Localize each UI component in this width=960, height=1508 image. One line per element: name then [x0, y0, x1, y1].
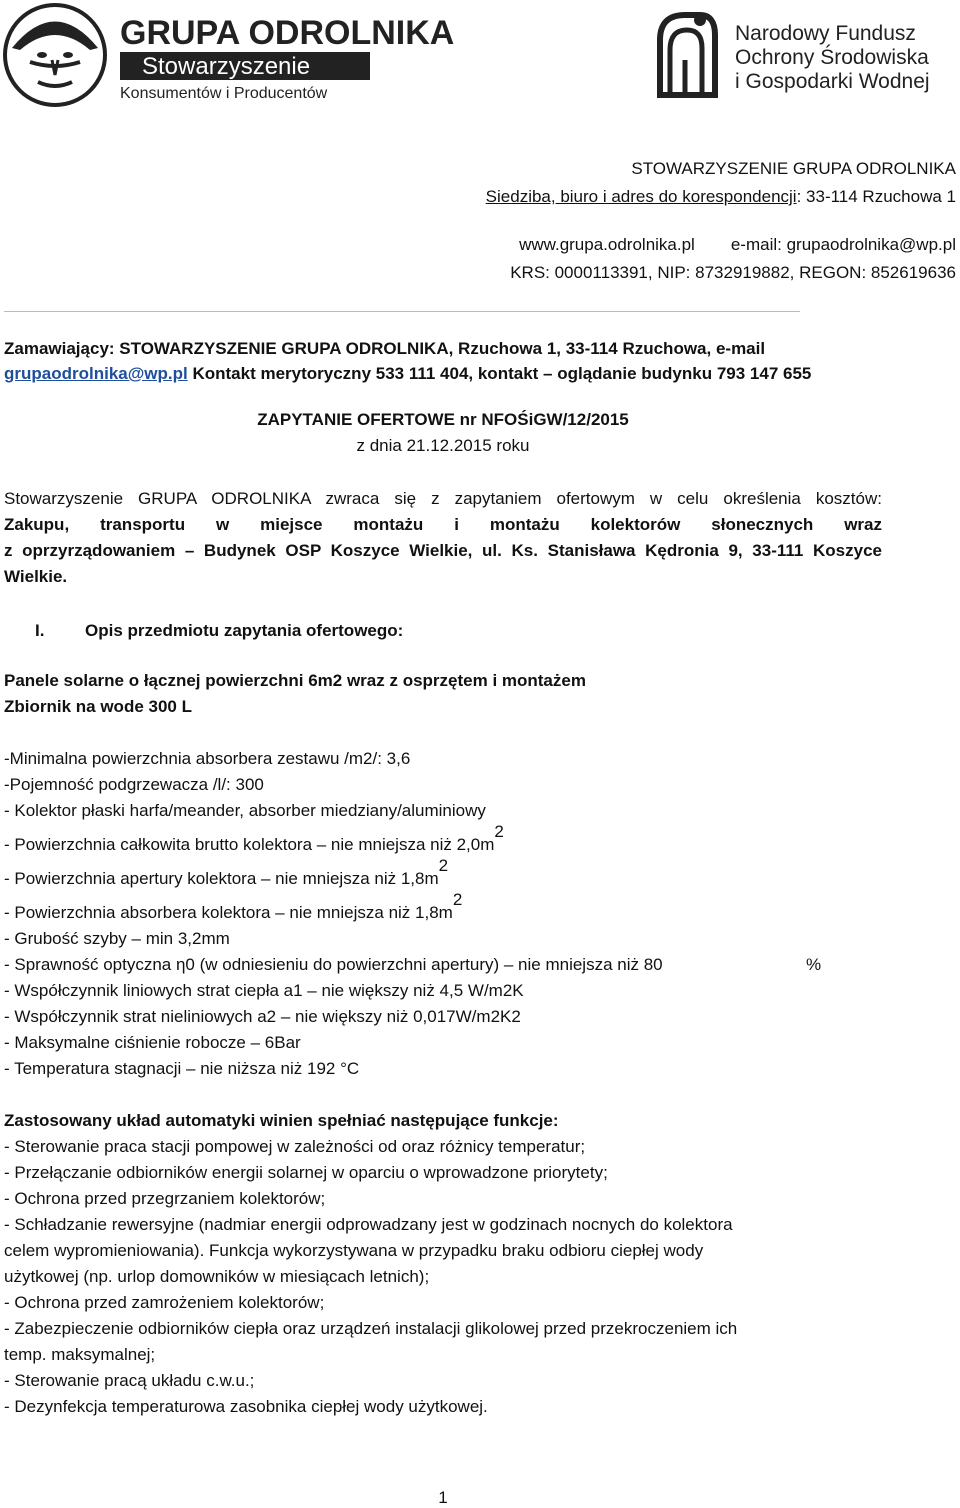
intro-line4: Wielkie.	[4, 567, 68, 586]
superscript: 2	[452, 890, 463, 909]
automation-item: celem wypromieniowania). Funkcja wykorzystywana w przypadku braku odbioru ciepłej wody	[4, 1241, 704, 1260]
spec-item: - Współczynnik strat nieliniowych a2 – nie większy niż 0,017W/m2K2	[4, 1007, 521, 1026]
org-name: STOWARZYSZENIE GRUPA ODROLNIKA	[631, 159, 956, 178]
automation-heading: Zastosowany układ automatyki winien spełniać następujące funkcje:	[4, 1111, 559, 1130]
document-title: ZAPYTANIE OFERTOWE nr NFOŚiGW/12/2015	[257, 410, 629, 429]
spec-unit: %	[806, 955, 822, 974]
document-date	[0, 435, 886, 457]
spec-item	[4, 954, 904, 976]
superscript: 2	[494, 822, 504, 841]
spec-item: - Kolektor płaski harfa/meander, absorber miedziany/aluminiowy	[4, 801, 486, 820]
automation-item: - Ochrona przed zamrożeniem kolektorów;	[4, 1293, 325, 1312]
orderer-contact: Kontakt merytoryczny 533 111 404, kontakt – oglądanie budynku 793 147 655	[187, 364, 812, 383]
product-water-tank: Zbiornik na wode 300 L	[4, 697, 192, 716]
section-title: Opis przedmiotu zapytania ofertowego:	[85, 621, 404, 640]
spec-item: - Temperatura stagnacji – nie niższa niż 192 °C	[4, 1059, 360, 1078]
header-divider	[4, 311, 800, 312]
spec-item: - Grubość szyby – min 3,2mm	[4, 929, 230, 948]
page-number: 1	[438, 1488, 448, 1507]
intro-line3: z oprzyrządowaniem – Budynek OSP Koszyce Wielkie, ul. Ks. Stanisława Kędronia 9, 33-111 Koszyce	[4, 541, 882, 560]
spec-item: -Pojemność podgrzewacza /l/: 300	[4, 775, 264, 794]
farmer-face-icon	[5, 5, 105, 105]
orderer-email-link[interactable]: grupaodrolnika@wp.pl	[4, 364, 188, 383]
logo-line2: Ochrony Środowiska	[735, 46, 929, 69]
spec-text: - Powierzchnia absorbera kolektora – nie mniejsza niż 1,8m	[4, 903, 453, 922]
intro-line1: Stowarzyszenie GRUPA ODROLNIKA zwraca się z zapytaniem ofertowym w celu określenia kosztów:	[4, 489, 882, 508]
intro-line2: Zakupu, transportu w miejsce montażu i montażu kolektorów słonecznych wraz	[4, 515, 882, 534]
grupa-odrolnika-logo	[0, 0, 455, 110]
spec-item	[4, 856, 449, 890]
website-link[interactable]: www.grupa.odrolnika.pl	[519, 235, 695, 254]
spec-text: - Powierzchnia apertury kolektora – nie mniejsza niż 1,8m	[4, 869, 439, 888]
spec-text: - Powierzchnia całkowita brutto kolektora – nie mniejsza niż 2,0m	[4, 835, 495, 854]
spec-item: - Współczynnik liniowych strat ciepła a1 – nie większy niż 4,5 W/m2K	[4, 981, 524, 1000]
logo-title: GRUPA ODROLNIKA	[120, 14, 455, 52]
automation-item: - Zabezpieczenie odbiorników ciepła oraz urządzeń instalacji glikolowej przed przekroczeniem ich	[4, 1319, 738, 1338]
automation-item: temp. maksymalnej;	[4, 1345, 156, 1364]
automation-item: - Ochrona przed przegrzaniem kolektorów;	[4, 1189, 326, 1208]
logo-subtitle: Stowarzyszenie	[142, 53, 311, 80]
spec-item	[4, 890, 463, 924]
orderer-line1: Zamawiający: STOWARZYSZENIE GRUPA ODROLNIKA, Rzuchowa 1, 33-114 Rzuchowa, e-mail	[4, 339, 766, 358]
product-solar-panels: Panele solarne o łącznej powierzchni 6m2 wraz z osprzętem i montażem	[4, 671, 586, 690]
spec-item	[4, 822, 504, 856]
automation-item: - Przełączanie odbiorników energii solarnej w oparciu o wprowadzone priorytety;	[4, 1163, 608, 1182]
date-suffix: roku	[496, 436, 530, 455]
logo-line3: i Gospodarki Wodnej	[735, 70, 930, 93]
automation-item: - Schładzanie rewersyjne (nadmiar energii odprowadzany jest w godzinach nocnych do kolektora	[4, 1215, 733, 1234]
orderer-line2	[4, 363, 811, 385]
superscript: 2	[438, 856, 449, 875]
nfosigw-logo	[640, 0, 960, 110]
section-heading	[4, 620, 403, 642]
logo-line1: Narodowy Fundusz	[735, 22, 916, 45]
org-registry: KRS: 0000113391, NIP: 8732919882, REGON: 852619636	[510, 263, 956, 282]
address-label: Siedziba, biuro i adres do korespondencji	[485, 187, 797, 206]
org-address	[486, 186, 956, 208]
org-contacts	[519, 234, 956, 256]
date-text: z dnia 21.12.2015	[356, 436, 497, 455]
automation-item: - Sterowanie pracą układu c.w.u.;	[4, 1371, 255, 1390]
automation-item: - Sterowanie praca stacji pompowej w zależności od oraz różnicy temperatur;	[4, 1137, 586, 1156]
automation-item: - Dezynfekcja temperaturowa zasobnika ciepłej wody użytkowej.	[4, 1397, 488, 1416]
spec-item: -Minimalna powierzchnia absorbera zestawu /m2/: 3,6	[4, 749, 411, 768]
nfosigw-emblem-icon	[660, 14, 715, 95]
address-value: : 33-114 Rzuchowa 1	[796, 187, 956, 206]
email-link[interactable]: e-mail: grupaodrolnika@wp.pl	[730, 235, 956, 254]
logo-tagline: Konsumentów i Producentów	[120, 85, 328, 102]
spec-text: - Sprawność optyczna η0 (w odniesieniu do powierzchni apertury) – nie mniejsza niż 80	[4, 955, 663, 974]
automation-item: użytkowej (np. urlop domowników w miesiącach letnich);	[4, 1267, 430, 1286]
spec-item: - Maksymalne ciśnienie robocze – 6Bar	[4, 1033, 301, 1052]
section-number: I.	[35, 621, 45, 640]
